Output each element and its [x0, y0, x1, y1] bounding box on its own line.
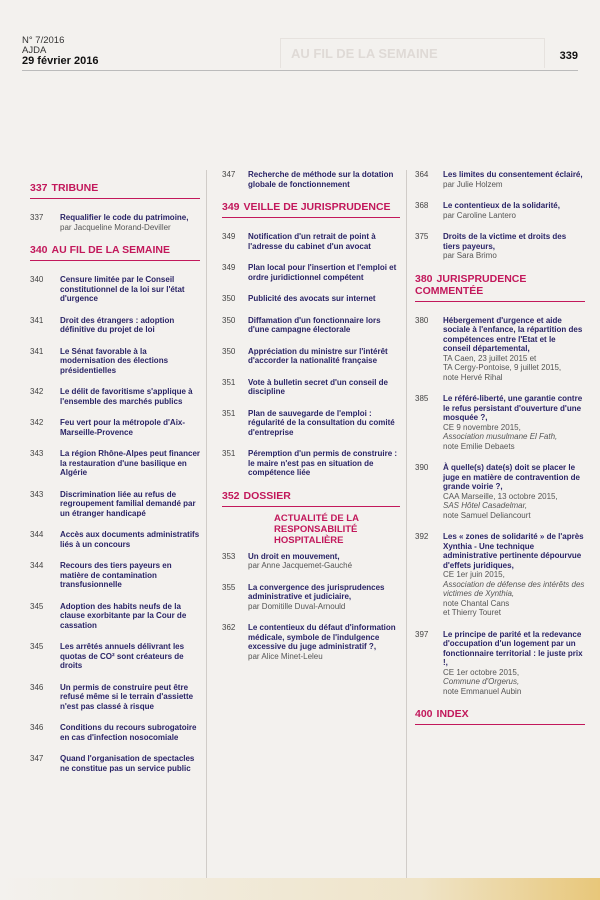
toc-entry[interactable]	[30, 449, 200, 478]
toc-entry[interactable]	[30, 683, 200, 712]
veille-heading	[222, 201, 400, 218]
entry-body	[443, 232, 585, 261]
tribune-heading	[30, 182, 200, 199]
entry-detail: note Chantal Cans	[443, 598, 510, 608]
section-title: DOSSIER	[243, 489, 291, 502]
entry-page-number: 390	[415, 463, 429, 472]
toc-entry[interactable]	[222, 294, 400, 304]
toc-entry[interactable]	[415, 201, 585, 220]
toc-entry[interactable]	[222, 232, 400, 251]
entry-author: par Julie Holzem	[443, 179, 503, 189]
toc-entry[interactable]	[222, 316, 400, 335]
entry-page-number: 368	[415, 201, 429, 210]
entry-body	[60, 602, 200, 631]
toc-entry[interactable]	[222, 623, 400, 661]
entry-title[interactable]: Le contentieux de la solidarité,	[443, 201, 560, 210]
entry-page-number: 349	[222, 232, 236, 241]
page-number: 339	[559, 50, 578, 62]
section-page-number: 337	[30, 182, 48, 194]
spacer	[30, 205, 200, 213]
entry-page-number: 350	[222, 315, 236, 325]
entry-detail: Commune d'Orgerus,	[443, 677, 520, 686]
entry-title[interactable]: La région Rhône-Alpes peut financer la restauration d'une basilique en Algérie	[60, 449, 201, 477]
entry-detail: note Emmanuel Aubin	[443, 686, 522, 696]
issue-date: 29 février 2016	[22, 55, 99, 67]
toc-entry[interactable]	[30, 213, 200, 232]
page-header	[22, 30, 578, 70]
entry-title[interactable]: Adoption des habits neufs de la clause exorbitante par la Cour de cassation	[60, 601, 187, 630]
entry-author: par Anne Jacquemet-Gauché	[248, 561, 353, 570]
entry-title[interactable]: Les « zones de solidarité » de l'après Xynthia - Une technique administrative pertinente dépourvue d'effets juridiques,	[443, 532, 584, 570]
entry-detail: note Samuel Deliancourt	[443, 510, 531, 520]
entry-title[interactable]: Discrimination liée au refus de regroupement familial demandé par un étranger handicapé	[60, 489, 196, 518]
issue-number: N° 7/2016	[22, 35, 65, 46]
toc-entry[interactable]	[222, 378, 400, 397]
veille-section	[222, 201, 400, 218]
entry-page-number: 340	[30, 275, 44, 284]
entry-page-number: 341	[30, 346, 44, 356]
entry-page-number: 341	[30, 315, 44, 325]
entry-title[interactable]: Recours des tiers payeurs en matière de contamination transfusionnelle	[60, 561, 172, 589]
entry-body	[60, 449, 200, 478]
entry-detail: Association musulmane El Fath,	[443, 432, 558, 441]
entry-body	[60, 316, 200, 335]
section-page-number: 340	[30, 244, 48, 256]
toc-entry[interactable]	[222, 347, 400, 366]
column-divider	[406, 170, 407, 890]
entry-page-number: 347	[222, 170, 236, 179]
entry-title[interactable]: Le référé-liberté, une garantie contre le refus persistant d'ouverture d'une mosquée ?,	[443, 394, 583, 422]
toc-entry[interactable]	[415, 316, 585, 383]
entry-body	[248, 378, 400, 397]
toc-entry[interactable]	[30, 418, 200, 437]
spacer	[222, 224, 400, 232]
entry-title[interactable]: Hébergement d'urgence et aide sociale à l'enfance, la répartition des compétences entre l'Etat et le conseil départemental,	[443, 315, 583, 353]
toc-entry[interactable]	[30, 642, 200, 671]
entry-body	[60, 642, 200, 671]
toc-entry[interactable]	[30, 602, 200, 631]
toc-entry[interactable]	[415, 630, 585, 697]
entry-title[interactable]: Publicité des avocats sur internet	[248, 294, 376, 303]
entry-title[interactable]: Le délit de favoritisme s'applique à l'ensemble des marchés publics	[60, 387, 193, 406]
entry-body	[60, 347, 200, 376]
entry-page-number: 375	[415, 232, 429, 241]
section-title: INDEX	[436, 708, 469, 720]
spacer	[415, 308, 585, 316]
section-page-number: 380	[415, 272, 433, 285]
section-page-number: 400	[415, 708, 433, 720]
index-section	[415, 708, 585, 725]
entry-title[interactable]: Diffamation d'un fonctionnaire lors d'une campagne électorale	[248, 315, 381, 334]
column-right	[415, 170, 585, 731]
entry-page-number: 355	[222, 582, 236, 592]
entry-title[interactable]: Droit des étrangers : adoption définitive du projet de loi	[60, 315, 175, 334]
toc-entry[interactable]	[30, 316, 200, 335]
entry-body	[443, 630, 585, 697]
entry-body	[60, 213, 200, 232]
entry-detail: note Emilie Debaets	[443, 441, 515, 451]
entry-title[interactable]: Notification d'un retrait de point à l'adresse du cabinet d'un avocat	[248, 232, 376, 251]
au-fil-section	[30, 244, 200, 261]
toc-entry[interactable]	[222, 583, 400, 612]
entry-detail: CAA Marseille, 13 octobre 2015,	[443, 491, 558, 501]
entry-author: par Domitille Duval-Arnould	[248, 601, 346, 611]
entry-body	[60, 387, 200, 406]
entry-page-number: 353	[222, 551, 236, 561]
entry-page-number: 346	[30, 723, 44, 732]
entry-page-number: 342	[30, 418, 44, 427]
toc-entry[interactable]	[415, 463, 585, 520]
issue-meta	[22, 36, 98, 66]
entry-body	[60, 418, 200, 437]
toc-entry[interactable]	[222, 263, 400, 282]
entry-body	[248, 347, 400, 366]
entry-body	[248, 232, 400, 251]
entry-body	[248, 623, 400, 661]
toc-entry[interactable]	[30, 561, 200, 590]
section-page-number: 349	[222, 201, 240, 213]
entry-page-number: 392	[415, 532, 429, 541]
entry-author: par Caroline Lantero	[443, 210, 516, 220]
entry-page-number: 351	[222, 408, 236, 418]
entry-body	[443, 316, 585, 383]
entry-body	[248, 294, 400, 304]
entry-page-number: 344	[30, 530, 44, 539]
entry-body	[248, 170, 400, 189]
entry-body	[60, 561, 200, 590]
toc-entry[interactable]	[222, 552, 400, 571]
entry-title[interactable]: Vote à bulletin secret d'un conseil de discipline	[248, 377, 389, 396]
toc-entry[interactable]	[222, 409, 400, 438]
entry-body	[443, 532, 585, 618]
entry-body	[60, 530, 200, 549]
entry-author: par Jacqueline Morand-Deviller	[60, 222, 171, 232]
entry-page-number: 346	[30, 682, 44, 692]
entry-detail: note Hervé Rihal	[443, 372, 503, 382]
entry-title[interactable]: Quand l'organisation de spectacles ne constitue pas un service public	[60, 754, 195, 773]
entry-author: par Sara Brimo	[443, 251, 497, 260]
entry-title[interactable]: Le contentieux du défaut d'information médicale, symbole de l'indulgence excessive du juge administratif ?,	[248, 623, 396, 651]
entry-title[interactable]: Les arrêtés annuels délivrant les quotas de CO² sont créateurs de droits	[60, 642, 185, 670]
footer-band	[0, 878, 600, 900]
section-title: TRIBUNE	[51, 182, 99, 194]
entry-title[interactable]: Les limites du consentement éclairé,	[443, 170, 583, 179]
toc-entry[interactable]	[415, 232, 585, 261]
entry-title[interactable]: La convergence des jurisprudences administrative et judiciaire,	[248, 582, 385, 601]
entry-page-number: 385	[415, 394, 429, 403]
entry-body	[248, 552, 400, 571]
toc-entry[interactable]	[30, 347, 200, 376]
entry-title[interactable]: Censure limitée par le Conseil constitutionnel de la loi sur l'état d'urgence	[60, 275, 185, 303]
toc-entry[interactable]	[30, 723, 200, 742]
dossier-section	[222, 490, 400, 507]
entry-body	[60, 490, 200, 519]
entry-title[interactable]: Péremption d'un permis de construire : le maire n'est pas en situation de compétence liée	[248, 449, 398, 477]
entry-title[interactable]: Feu vert pour la métropole d'Aix-Marseille-Provence	[60, 418, 186, 437]
entry-page-number: 345	[30, 642, 44, 651]
entry-title[interactable]: Un droit en mouvement,	[248, 551, 340, 561]
entry-page-number: 364	[415, 170, 429, 179]
entry-detail: CE 1er juin 2015,	[443, 570, 505, 579]
toc-entry[interactable]	[30, 754, 200, 773]
entry-title[interactable]: Requalifier le code du patrimoine,	[60, 213, 189, 222]
entry-title[interactable]: Appréciation du ministre sur l'intérêt d'accorder la nationalité française	[248, 346, 388, 365]
entry-body	[248, 316, 400, 335]
entry-page-number: 349	[222, 263, 236, 272]
entry-page-number: 362	[222, 623, 236, 632]
tribune-section	[30, 182, 200, 199]
journal-name: AJDA	[22, 45, 47, 56]
entry-author: par Alice Minet-Leleu	[248, 651, 323, 661]
entry-body	[443, 170, 585, 189]
jurisprudence-commentee-section	[415, 273, 585, 302]
au-fil-heading	[30, 244, 200, 261]
entry-title[interactable]: Le Sénat favorable à la modernisation des élections présidentielles	[60, 346, 169, 375]
entry-detail: TA Cergy-Pontoise, 9 juillet 2015,	[443, 363, 562, 372]
entry-title[interactable]: Plan de sauvegarde de l'emploi : régularité de la consultation du comité d'entreprise	[248, 408, 395, 437]
entry-page-number: 337	[30, 213, 44, 222]
toc-entry[interactable]	[415, 170, 585, 189]
entry-body	[60, 723, 200, 742]
entry-title[interactable]: Recherche de méthode sur la dotation globale de fonctionnement	[248, 170, 394, 189]
entry-title[interactable]: Accès aux documents administratifs liés à un concours	[60, 530, 200, 549]
entry-page-number: 344	[30, 561, 44, 570]
index-heading	[415, 708, 585, 725]
entry-page-number: 380	[415, 315, 429, 325]
entry-page-number: 350	[222, 346, 236, 356]
entry-body	[248, 449, 400, 478]
entry-page-number: 397	[415, 629, 429, 639]
entry-body	[60, 683, 200, 712]
column-left	[30, 170, 200, 785]
toc-entry[interactable]	[222, 170, 400, 189]
entry-page-number: 347	[30, 754, 44, 763]
entry-body	[248, 583, 400, 612]
entry-body	[248, 409, 400, 438]
entry-body	[248, 263, 400, 282]
entry-page-number: 345	[30, 601, 44, 611]
toc-entry[interactable]	[415, 532, 585, 618]
entry-title[interactable]: Un permis de construire peut être refusé même si le terrain d'assiette n'est pas classé à risque	[60, 682, 194, 711]
entry-title[interactable]: Droits de la victime et droits des tiers payeurs,	[443, 232, 567, 251]
entry-page-number: 343	[30, 449, 44, 458]
entry-page-number: 351	[222, 449, 236, 458]
toc-entry[interactable]	[30, 275, 200, 304]
entry-body	[443, 394, 585, 451]
jurisprudence-commentee-heading	[415, 273, 585, 302]
entry-title[interactable]: Le principe de parité et la redevance d'occupation d'un logement par un fonctionnaire territorial : le juste prix !,	[443, 629, 583, 667]
toc-entry[interactable]	[415, 394, 585, 451]
toc-entry[interactable]	[222, 449, 400, 478]
section-page-number: 352	[222, 489, 240, 502]
entry-body	[443, 463, 585, 520]
entry-detail: et Thierry Touret	[443, 608, 501, 617]
ghost-heading: AU FIL DE LA SEMAINE	[280, 38, 545, 68]
header-rule	[22, 70, 578, 71]
entry-body	[60, 275, 200, 304]
toc-entry[interactable]	[30, 490, 200, 519]
column-divider	[206, 170, 207, 890]
entry-detail: Association de défense des intérêts des victimes de Xynthia,	[443, 579, 585, 598]
entry-detail: TA Caen, 23 juillet 2015 et	[443, 353, 537, 363]
column-middle	[222, 170, 400, 673]
section-title: JURISPRUDENCE COMMENTÉE	[415, 272, 527, 297]
entry-page-number: 351	[222, 377, 236, 387]
entry-page-number: 350	[222, 294, 236, 303]
spacer	[30, 267, 200, 275]
dossier-heading	[222, 490, 400, 507]
entry-title[interactable]: Conditions du recours subrogatoire en cas d'infection nosocomiale	[60, 723, 197, 742]
dossier-subtitle: ACTUALITÉ DE LA RESPONSABILITÉ HOSPITALIÈRE	[274, 512, 359, 546]
entry-page-number: 342	[30, 387, 44, 396]
section-title: VEILLE DE JURISPRUDENCE	[243, 201, 391, 213]
entry-title[interactable]: Plan local pour l'insertion et l'emploi et ordre juridictionnel compétent	[248, 263, 397, 282]
toc-entry[interactable]	[30, 387, 200, 406]
entry-detail: CE 1er octobre 2015,	[443, 667, 520, 677]
section-title: AU FIL DE LA SEMAINE	[51, 244, 170, 256]
toc-entry[interactable]	[30, 530, 200, 549]
entry-body	[443, 201, 585, 220]
entry-body	[60, 754, 200, 773]
entry-detail: CE 9 novembre 2015,	[443, 422, 521, 432]
entry-page-number: 343	[30, 489, 44, 499]
entry-title[interactable]: À quelle(s) date(s) doit se placer le juge en matière de contravention de grande voirie ?,	[443, 463, 580, 491]
entry-detail: SAS Hôtel Casadelmar,	[443, 501, 528, 510]
